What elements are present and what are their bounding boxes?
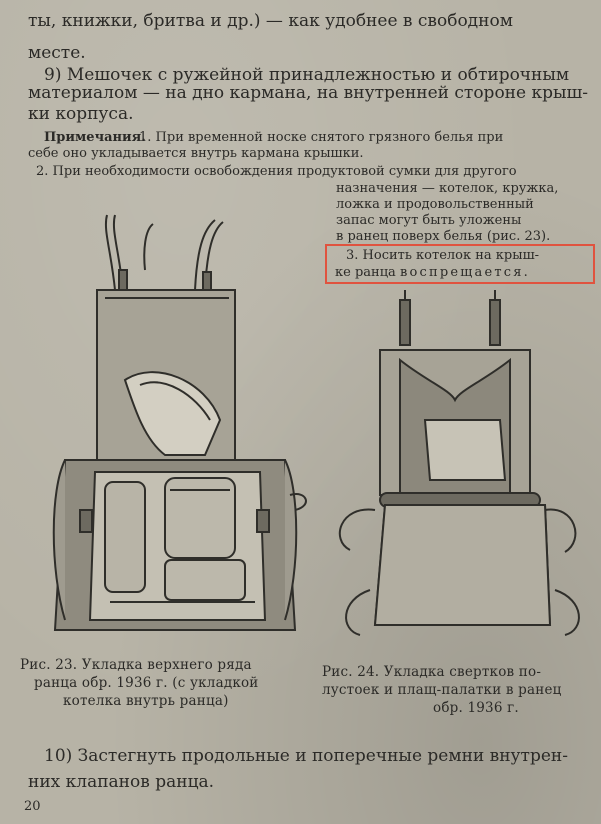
figure-caption: Рис. 23. Укладка верхнего ряда xyxy=(20,657,252,673)
note-line: 3. Носить котелок на крыш- xyxy=(346,248,540,263)
figure-caption: лустоек и плащ-палатки в ранец xyxy=(322,682,562,698)
text-line: них клапанов ранца. xyxy=(28,772,215,792)
text-line: ты, книжки, бритва и др.) — как удобнее в свободном xyxy=(28,11,513,31)
note-line: 2. При необходимости освобождения продуктовой сумки для другого xyxy=(36,164,517,179)
emphasized-text: воспрещается. xyxy=(399,265,530,280)
notes-header: Примечания. xyxy=(44,130,146,145)
figure-caption: ранца обр. 1936 г. (с укладкой xyxy=(34,675,259,691)
figure-caption: обр. 1936 г. xyxy=(433,700,519,716)
note-line: себе оно укладывается внутрь кармана крышки. xyxy=(28,146,364,161)
text-line: материалом — на дно кармана, на внутренней стороне крыш- xyxy=(28,83,589,103)
note-line: назначения — котелок, кружка, xyxy=(336,181,559,196)
note-line: 1. При временной носке снятого грязного белья при xyxy=(139,130,504,145)
figure-caption: Рис. 24. Укладка свертков по- xyxy=(322,664,542,680)
note-line: в ранец поверх белья (рис. 23). xyxy=(336,229,551,244)
figure-24-backpack-illustration xyxy=(330,290,590,650)
text-line: 9) Мешочек с ружейной принадлежностью и обтирочным xyxy=(44,65,570,85)
text-line: месте. xyxy=(28,43,86,63)
text-line: 10) Застегнуть продольные и поперечные ремни внутрен- xyxy=(44,746,568,766)
page-number: 20 xyxy=(24,799,41,814)
text-line: ки корпуса. xyxy=(28,104,134,124)
note-text: ке ранца xyxy=(335,265,396,280)
note-line: запас могут быть уложены xyxy=(336,213,522,228)
note-line xyxy=(335,266,530,279)
note-line: ложка и продовольственный xyxy=(336,197,534,212)
figure-23-backpack-illustration xyxy=(45,210,315,645)
figure-caption: котелка внутрь ранца) xyxy=(63,693,229,709)
